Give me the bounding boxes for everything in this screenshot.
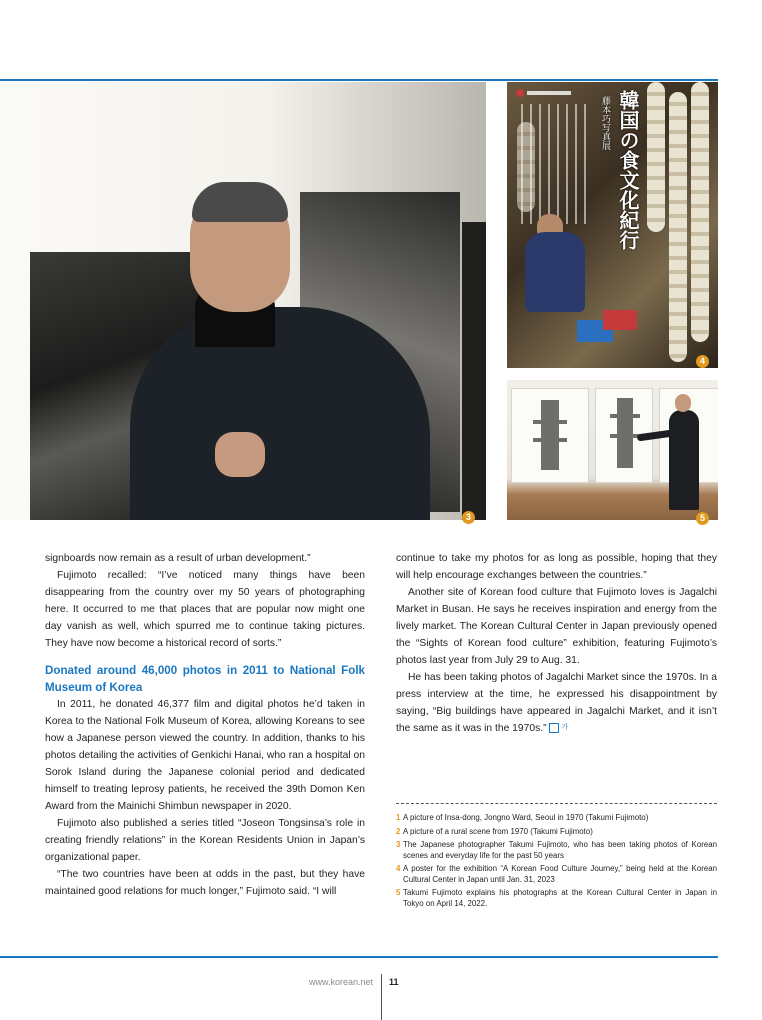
caption-text: The Japanese photographer Takumi Fujimoto, who has been taking photos of Korean scenes and everyday life for the past 50 years: [403, 840, 717, 860]
page-number: 11: [389, 977, 399, 987]
end-mark-icon: 가: [549, 723, 559, 733]
photo-badge-4: 4: [696, 355, 709, 368]
caption-item: [396, 827, 717, 838]
paragraph: Fujimoto recalled: “I’ve noticed many things have been disappearing from the country over my 50 years of photographing here. It occurred to me that places that are popular now might one day vanish as well, which spurred me to continue taking pictures. They have now become a historical record of sorts.”: [45, 570, 365, 649]
poster-info-lines: [521, 104, 591, 224]
photo-print-far: [462, 222, 486, 520]
photo-badge-5: 5: [696, 512, 709, 525]
pagoda-image: [541, 400, 559, 470]
article-left-column: [45, 550, 365, 900]
person-hand: [215, 432, 265, 477]
bottom-rule: [0, 956, 718, 958]
garlic-string: [669, 92, 687, 362]
garlic-string: [691, 82, 709, 342]
caption-number: 4: [396, 864, 401, 873]
caption-item: [396, 840, 717, 861]
photo-badge-3: 3: [462, 511, 475, 524]
pagoda-roof: [610, 414, 640, 418]
paragraph: Fujimoto also published a series titled “Joseon Tongsinsa’s role in creating friendly relations” in the Korean Residents Union in Japan’s organizational paper.: [45, 818, 365, 863]
caption-text: A picture of Insa-dong, Jongno Ward, Seoul in 1970 (Takumi Fujimoto): [403, 813, 649, 822]
caption-item: [396, 888, 717, 909]
red-basket: [603, 310, 637, 330]
footer-url[interactable]: www.korean.net: [308, 977, 373, 987]
pagoda-roof: [533, 420, 567, 424]
footer-separator: [381, 974, 382, 1020]
paragraph: “The two countries have been at odds in the past, but they have maintained good relations for much longer,” Fujimoto said. “I will: [45, 869, 365, 897]
poster-title: 韓国の食文化紀行: [616, 90, 640, 250]
main-photo: [0, 82, 486, 520]
gallery-photo: [507, 380, 718, 520]
pagoda-roof: [533, 438, 567, 442]
paragraph: [396, 669, 717, 737]
poster-subtitle: 藤本巧写真展: [600, 96, 610, 150]
person-hair: [192, 182, 288, 222]
caption-number: 5: [396, 888, 401, 897]
caption-divider: [396, 803, 717, 804]
pagoda-roof: [610, 434, 640, 438]
photographer-head: [675, 394, 691, 412]
paragraph-text: He has been taking photos of Jagalchi Market since the 1970s. In a press interview at the time, he expressed his disappointment by saying, “Big buildings have appeared in Jagalchi Market, and it isn’t the same as it was in the 1970s.”: [396, 672, 717, 734]
person-coat: [130, 307, 430, 520]
poster-photo: [507, 82, 718, 368]
pagoda-image: [617, 398, 633, 468]
paragraph: In 2011, he donated 46,377 film and digital photos he’d taken in Korea to the National Folk Museum of Korea, allowing Koreans to see how a Japanese person viewed the country. In addition, thanks to his photos detailing the activities of Genkichi Hanai, who ran a hospital on Sorok Island during the Japanese colonial period and dedicated himself to treating leprosy patients, he received the 39th Domon Ken Award from the Mainichi Shimbun newspaper in 2020.: [45, 699, 365, 812]
caption-item: [396, 864, 717, 885]
paragraph: signboards now remain as a result of urban development.”: [45, 553, 311, 564]
article-right-column: [396, 550, 717, 737]
caption-text: A poster for the exhibition “A Korean Food Culture Journey,” being held at the Korean Cultural Center in Japan until Jan. 31, 2023: [403, 864, 717, 884]
caption-number: 3: [396, 840, 401, 849]
top-rule: [0, 79, 718, 81]
caption-number: 2: [396, 826, 401, 836]
caption-item: [396, 813, 717, 824]
section-subhead: Donated around 46,000 photos in 2011 to National Folk Museum of Korea: [45, 664, 365, 694]
garlic-string: [647, 82, 665, 232]
caption-number: 1: [396, 813, 401, 822]
cultural-center-logo: [515, 88, 575, 98]
photo-captions: [396, 813, 717, 912]
paragraph: continue to take my photos for as long as possible, hoping that they will help encourage exchanges between the countries.”: [396, 553, 717, 581]
caption-text: A picture of a rural scene from 1970 (Takumi Fujimoto): [403, 826, 593, 836]
paragraph: Another site of Korean food culture that Fujimoto loves is Jagalchi Market in Busan. He says he receives inspiration and energy from the lively market. The Korean Cultural Center in Japan previously opened the “Sights of Korean food culture” exhibition, featuring Fujimoto’s photos last year from July 29 to Aug. 31.: [396, 587, 717, 666]
caption-text: Takumi Fujimoto explains his photographs at the Korean Cultural Center in Japan in Tokyo on April 14, 2022.: [403, 888, 717, 908]
seated-woman: [525, 232, 585, 312]
photographer-figure: [669, 410, 699, 510]
